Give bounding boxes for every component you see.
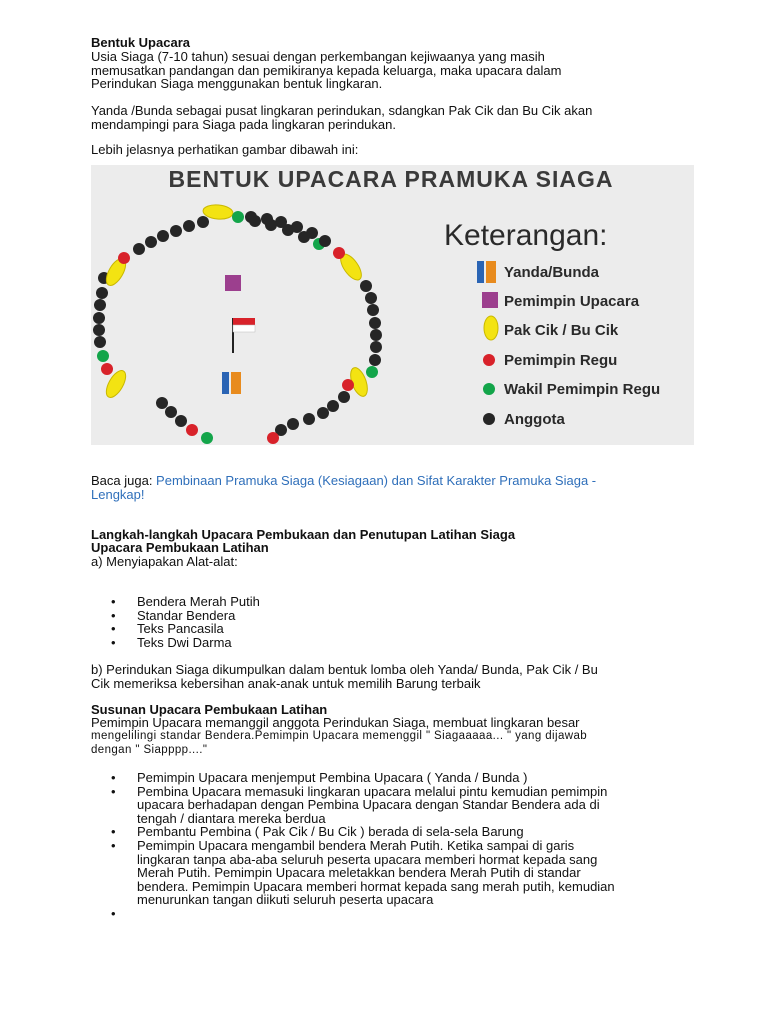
susunan-intro: Pemimpin Upacara memanggil anggota Perindukan Siaga, membuat lingkaran besar	[91, 715, 580, 730]
wakil-regu-marker	[201, 432, 213, 444]
yanda-bunda-marker	[222, 372, 241, 394]
baca-juga	[91, 474, 691, 501]
anggota-marker	[275, 216, 287, 228]
anggota-marker	[338, 391, 350, 403]
text-line: Usia Siaga (7-10 tahun) sesuai dengan perkembangan kejiwaanya yang masih	[91, 49, 545, 64]
anggota-marker	[156, 397, 168, 409]
anggota-marker	[261, 213, 273, 225]
anggota-marker	[360, 280, 372, 292]
legend-pakcik-icon	[484, 316, 498, 340]
legend-label: Yanda/Bunda	[504, 264, 600, 281]
anggota-marker	[245, 211, 257, 223]
legend-wakil-icon	[483, 383, 495, 395]
anggota-marker	[319, 235, 331, 247]
anggota-marker	[291, 221, 303, 233]
pemimpin-upacara-marker	[225, 275, 241, 291]
wakil-regu-marker	[366, 366, 378, 378]
step-a: a) Menyiapakan Alat-alat:	[91, 554, 238, 569]
list-item: • Pemimpin Upacara menjemput Pembina Upacara ( Yanda / Bunda )	[137, 771, 737, 785]
pemimpin-regu-marker	[101, 363, 113, 375]
alat-list	[91, 595, 737, 649]
anggota-marker	[197, 216, 209, 228]
legend-title: Keterangan:	[444, 219, 608, 252]
anggota-marker	[183, 220, 195, 232]
anggota-marker	[317, 407, 329, 419]
intro-paragraph	[91, 50, 691, 91]
figure-title: BENTUK UPACARA PRAMUKA SIAGA	[168, 166, 614, 192]
anggota-marker	[94, 299, 106, 311]
anggota-marker	[370, 341, 382, 353]
wakil-regu-marker	[232, 211, 244, 223]
list-item: • Standar Bendera	[137, 609, 737, 623]
anggota-marker	[93, 312, 105, 324]
text-line: mengelilingi standar Bendera.Pemimpin Upacara memenggil " Siagaaaaa... " yang dijawab	[91, 730, 588, 742]
legend-pemimpin-icon	[482, 292, 498, 308]
baca-juga-label: Baca juga:	[91, 473, 157, 488]
susunan-list	[91, 771, 737, 921]
pemimpin-regu-marker	[186, 424, 198, 436]
pemimpin-regu-marker	[342, 379, 354, 391]
text-line: mendampingi para Siaga pada lingkaran perindukan.	[91, 116, 396, 132]
anggota-marker	[370, 329, 382, 341]
legend-anggota-icon	[483, 413, 495, 425]
text-line: b) Perindukan Siaga dikumpulkan dalam bentuk lomba oleh Yanda/ Bunda, Pak Cik / Bu	[91, 662, 598, 677]
anggota-marker	[94, 336, 106, 348]
anggota-marker	[93, 324, 105, 336]
flag-icon	[233, 318, 255, 353]
list-item: • Teks Dwi Darma	[137, 636, 737, 650]
anggota-marker	[369, 354, 381, 366]
list-item: • Pembina Upacara memasuki lingkaran upacara melalui pintu kemudian pemimpin upacara berhadapan dengan Pembina Upacara dengan Standar Bendera ada di tengah / diantara mereka berdua	[137, 785, 737, 826]
anggota-marker	[365, 292, 377, 304]
figure-intro: Lebih jelasnya perhatikan gambar dibawah ini:	[91, 142, 359, 157]
heading-pembukaan: Upacara Pembukaan Latihan	[91, 540, 269, 555]
anggota-marker	[145, 236, 157, 248]
legend-yanda-icon	[477, 261, 496, 283]
anggota-marker	[170, 225, 182, 237]
ceremony-diagram	[91, 165, 694, 445]
anggota-marker	[175, 415, 187, 427]
susunan-intro-small	[91, 730, 691, 757]
anggota-marker	[306, 227, 318, 239]
section-title: Bentuk Upacara	[91, 35, 190, 50]
text-line: dengan " Siapppp...."	[91, 743, 208, 756]
baca-juga-link-cont[interactable]: Lengkap!	[91, 486, 145, 502]
step-b	[91, 663, 691, 690]
anggota-marker	[157, 230, 169, 242]
anggota-marker	[367, 304, 379, 316]
anggota-marker	[165, 406, 177, 418]
heading-langkah: Langkah-langkah Upacara Pembukaan dan Penutupan Latihan Siaga	[91, 527, 516, 542]
baca-juga-link[interactable]: Pembinaan Pramuka Siaga (Kesiagaan) dan Sifat Karakter Pramuka Siaga -	[156, 473, 597, 488]
legend-regu-icon	[483, 354, 495, 366]
wakil-regu-marker	[97, 350, 109, 362]
text-line: memusatkan pandangan dan pemikiranya kepada keluarga, maka upacara dalam	[91, 62, 562, 78]
list-item: • Teks Pancasila	[137, 622, 737, 636]
text-line: Perindukan Siaga menggunakan bentuk lingkaran.	[91, 76, 383, 92]
pemimpin-regu-marker	[333, 247, 345, 259]
list-item	[137, 907, 737, 921]
pemimpin-regu-marker	[118, 252, 130, 264]
anggota-marker	[303, 413, 315, 425]
anggota-marker	[287, 418, 299, 430]
legend-label: Pemimpin Upacara	[504, 293, 640, 310]
legend-label: Pak Cik / Bu Cik	[504, 322, 619, 339]
heading-susunan: Susunan Upacara Pembukaan Latihan	[91, 702, 328, 717]
list-item: • Bendera Merah Putih	[137, 595, 737, 609]
anggota-marker	[369, 317, 381, 329]
list-item: • Pemimpin Upacara mengambil bendera Merah Putih. Ketika sampai di garis lingkaran tanpa aba-aba seluruh peserta upacara memberi hormat kepada sang Merah Putih. Pemimpin Upacara meletakkan bendera Merah Putih di standar bendera. Pemimpin Upacara memberi hormat kepada sang merah putih, kemudian menurunkan tangan diikuti seluruh peserta upacara	[137, 839, 737, 907]
list-item: • Pembantu Pembina ( Pak Cik / Bu Cik ) berada di sela-sela Barung	[137, 825, 737, 839]
anggota-marker	[133, 243, 145, 255]
pemimpin-regu-marker	[267, 432, 279, 444]
legend-label: Pemimpin Regu	[504, 352, 618, 369]
anggota-marker	[327, 400, 339, 412]
text-line: Cik memeriksa kebersihan anak-anak untuk memilih Barung terbaik	[91, 675, 481, 691]
anggota-marker	[96, 287, 108, 299]
text-line: Yanda /Bunda sebagai pusat lingkaran perindukan, sdangkan Pak Cik dan Bu Cik akan	[91, 103, 593, 118]
legend-label: Anggota	[504, 411, 565, 428]
ceremony-diagram-svg	[91, 165, 694, 445]
legend-label: Wakil Pemimpin Regu	[504, 381, 661, 398]
yanda-paragraph	[91, 104, 691, 131]
